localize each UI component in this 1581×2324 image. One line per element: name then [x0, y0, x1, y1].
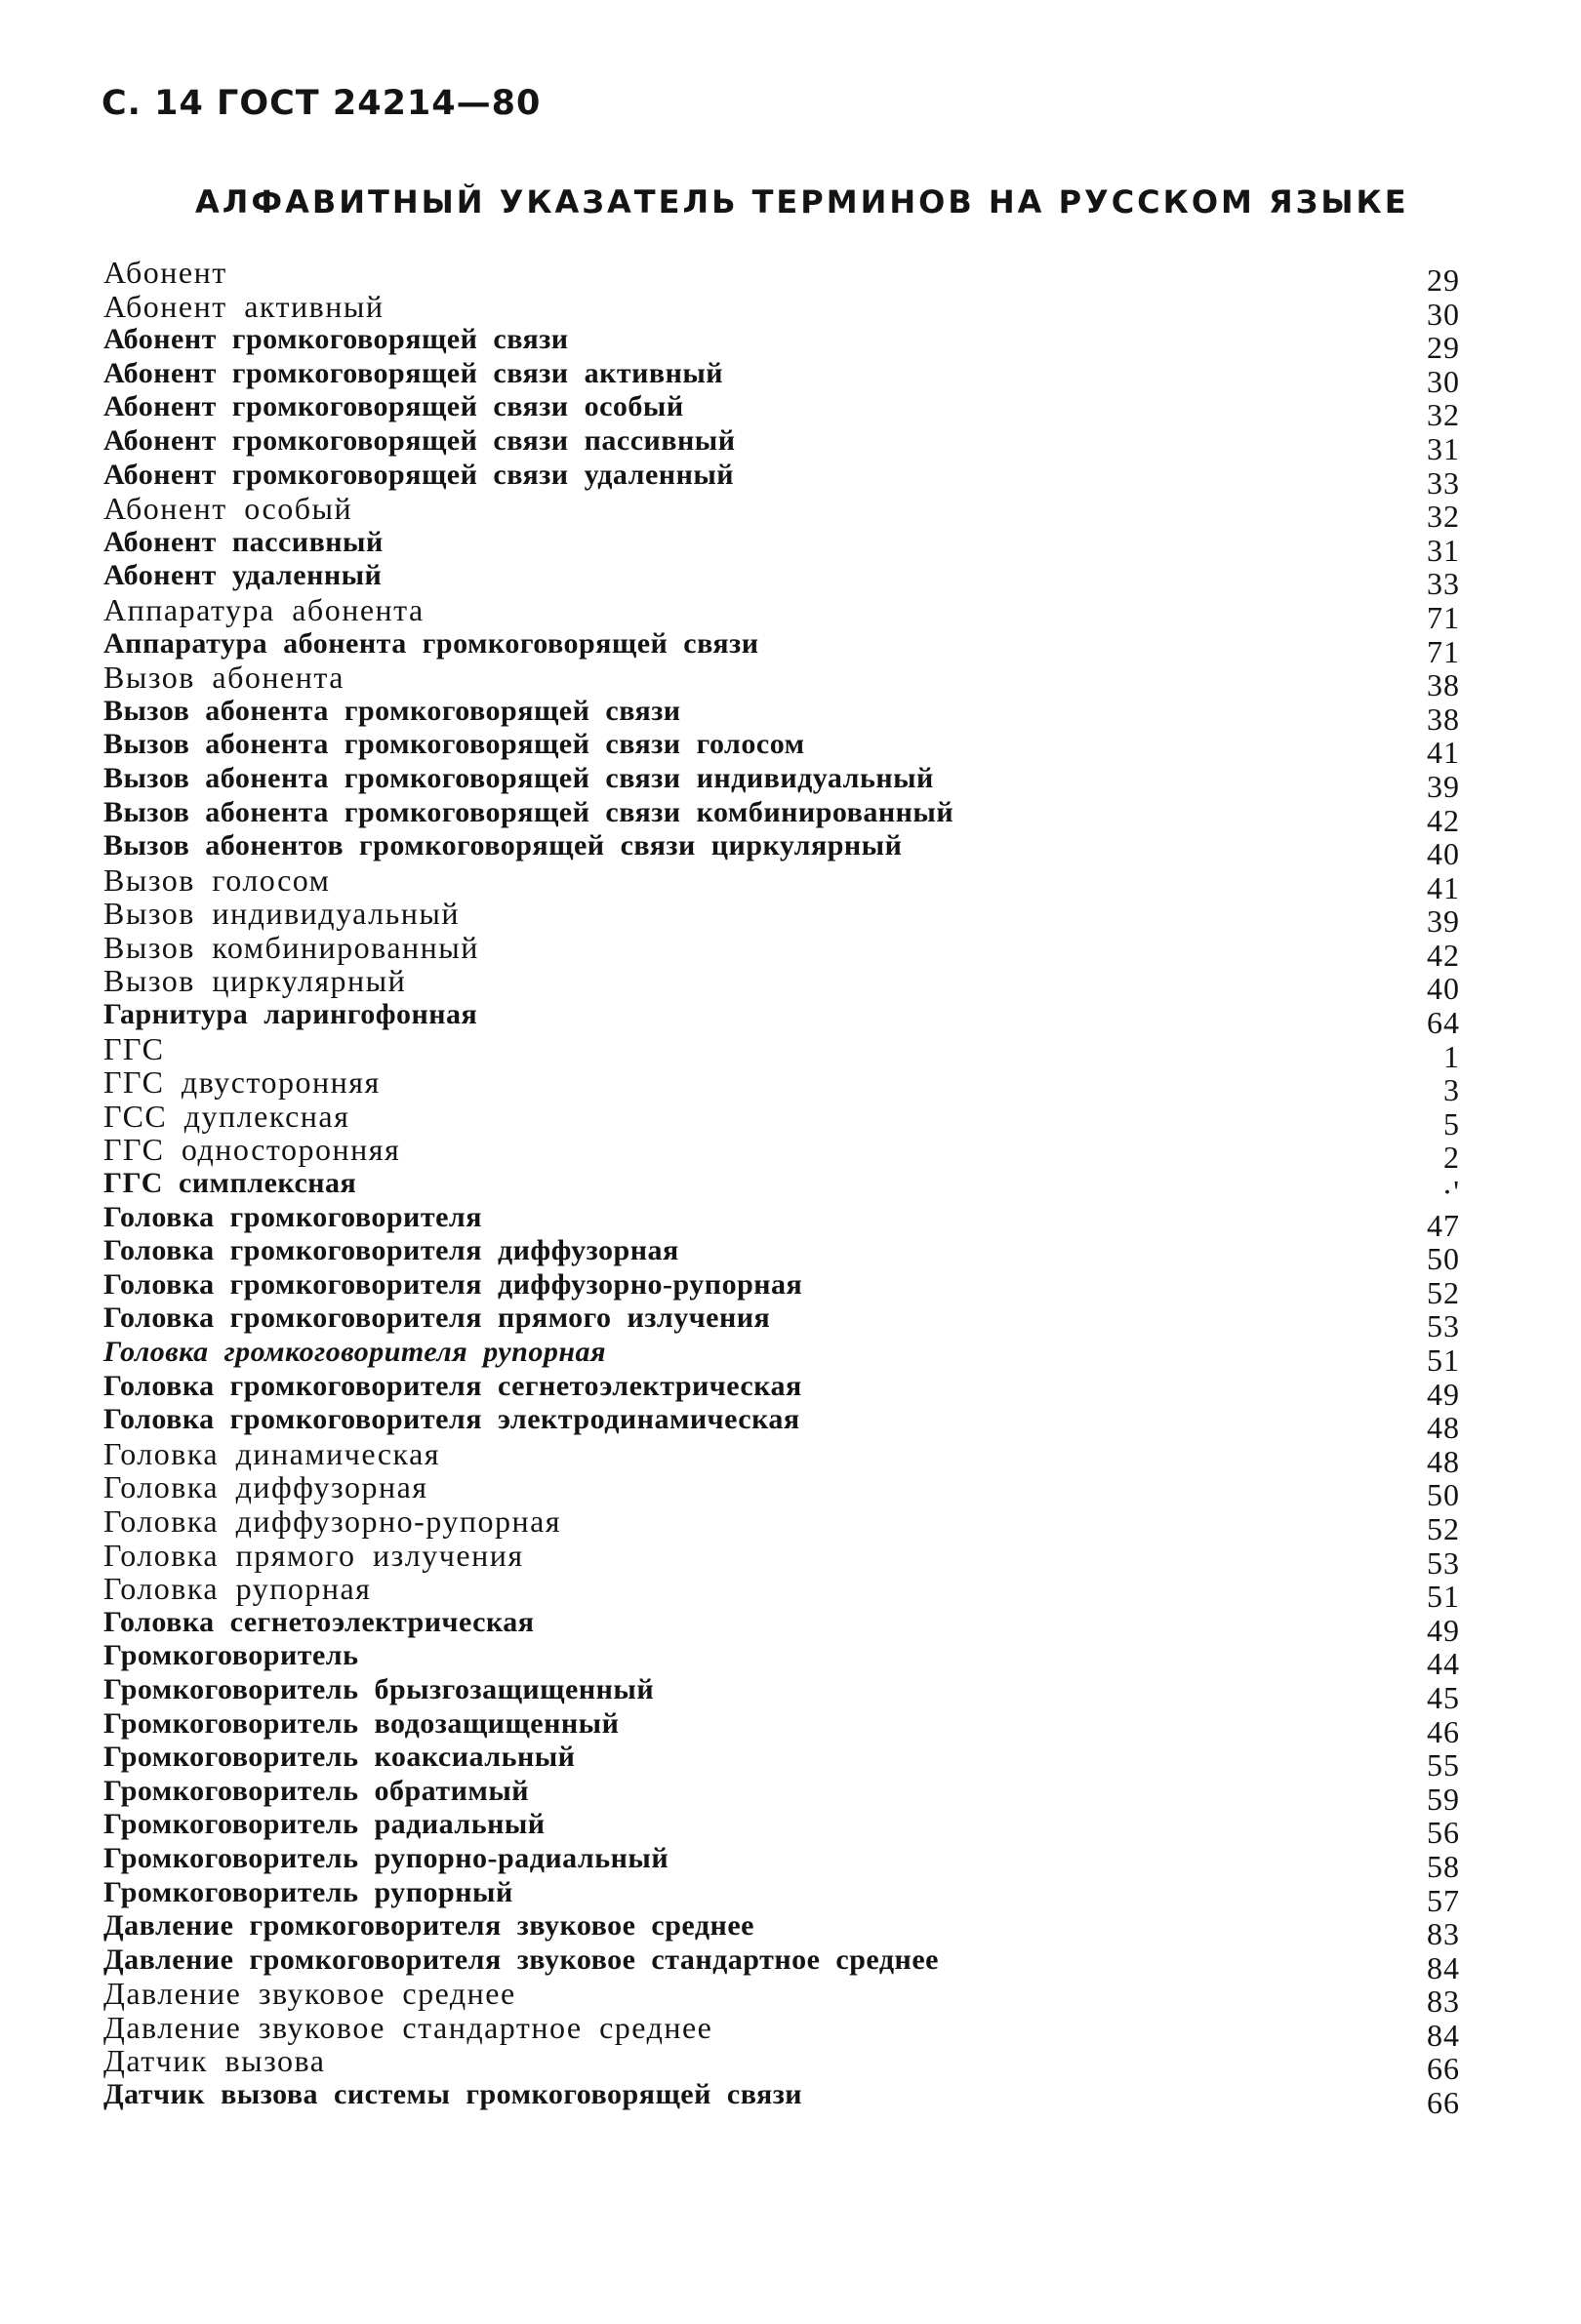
index-entry — [103, 1537, 1460, 1581]
index-entry — [103, 1132, 1460, 1176]
index-page-number: 83 — [1427, 1983, 1460, 2020]
index-entry — [103, 2043, 1460, 2087]
index-page-number: 42 — [1427, 937, 1460, 973]
index-entry — [103, 963, 1460, 1007]
index-page-number: 59 — [1427, 1781, 1460, 1817]
index-entry — [103, 1469, 1460, 1513]
index-page-number: 66 — [1427, 2051, 1460, 2087]
index-page-number: 57 — [1427, 1882, 1460, 1918]
index-page-number: 42 — [1427, 802, 1460, 838]
index-entry — [103, 1030, 1460, 1074]
index-page-number: 45 — [1427, 1679, 1460, 1715]
index-entry — [103, 323, 1460, 366]
index-page-number: 83 — [1427, 1916, 1460, 1952]
index-entry — [103, 1639, 1460, 1682]
index-term: Головка громкоговорителя — [103, 1200, 482, 1233]
index-page-number: 44 — [1427, 1646, 1460, 1682]
index-entry — [103, 728, 1460, 771]
index-term: Абонент — [103, 255, 227, 290]
index-term: Головка громкоговорителя сегнетоэлектрическая — [103, 1369, 802, 1402]
index-entry — [103, 2009, 1460, 2053]
index-entry — [103, 829, 1460, 872]
index-entry — [103, 255, 1460, 298]
index-entry — [103, 356, 1460, 399]
page-title: АЛФАВИТНЫЙ УКАЗАТЕЛЬ ТЕРМИНОВ НА РУССКОМ ЯЗЫКЕ — [195, 183, 1409, 220]
index-page-number: 29 — [1427, 262, 1460, 298]
index-term: Датчик вызова системы громкоговорящей связи — [103, 2078, 803, 2111]
index-page-number: 31 — [1427, 430, 1460, 466]
index-term: Головка сегнетоэлектрическая — [103, 1605, 535, 1638]
index-entry — [103, 2078, 1460, 2121]
index-page-number: 41 — [1427, 869, 1460, 905]
index-page-number: 66 — [1427, 2085, 1460, 2121]
index-entry — [103, 1098, 1460, 1142]
index-page-number: 64 — [1427, 1005, 1460, 1041]
index-entry — [103, 390, 1460, 433]
index-term: Абонент громкоговорящей связи пассивный — [103, 423, 736, 457]
index-page-number: 71 — [1427, 599, 1460, 635]
index-term: ГГС двусторонняя — [103, 1064, 381, 1101]
index-entry — [103, 1503, 1460, 1546]
index-entry — [103, 1706, 1460, 1749]
index-term: ГГС односторонняя — [103, 1132, 401, 1168]
index-entry — [103, 1875, 1460, 1918]
index-term: Головка динамическая — [103, 1435, 440, 1471]
index-entry — [103, 1976, 1460, 2020]
index-term: Громкоговоритель рупорный — [103, 1875, 513, 1908]
index-term: Головка громкоговорителя диффузорно-рупорная — [103, 1267, 803, 1301]
index-term: Вызов циркулярный — [103, 963, 407, 999]
index-term: Давление громкоговорителя звуковое среднее — [103, 1909, 754, 1943]
index-term: Громкоговоритель коаксиальный — [103, 1741, 576, 1774]
index-page-number: 51 — [1427, 1579, 1460, 1615]
index-term: Абонент громкоговорящей связи особый — [103, 390, 684, 423]
index-term: Громкоговоритель водозащищенный — [103, 1706, 620, 1740]
index-page-number: 30 — [1427, 296, 1460, 332]
index-page-number: 71 — [1427, 633, 1460, 669]
index-page-number: 84 — [1427, 2017, 1460, 2053]
index-page-number: 32 — [1427, 499, 1460, 535]
index-page-number: 53 — [1427, 1544, 1460, 1581]
index-page-number: 51 — [1427, 1342, 1460, 1378]
index-page-number: 33 — [1427, 566, 1460, 602]
index-entry — [103, 288, 1460, 332]
index-term: Головка громкоговорителя прямого излучения — [103, 1302, 771, 1335]
index-page-number: 1 — [1443, 1038, 1460, 1074]
index-entry — [103, 1605, 1460, 1648]
index-entry — [103, 929, 1460, 973]
index-entry — [103, 1943, 1460, 1985]
index-entry — [103, 1435, 1460, 1479]
index-entry — [103, 1909, 1460, 1952]
index-page-number: 50 — [1427, 1477, 1460, 1513]
index-page-number: 41 — [1427, 735, 1460, 771]
index-page-number: 47 — [1427, 1207, 1460, 1243]
index-page-number: 49 — [1427, 1376, 1460, 1412]
index-page-number: 56 — [1427, 1815, 1460, 1851]
index-entry — [103, 795, 1460, 838]
index-page-number: 48 — [1427, 1410, 1460, 1446]
index-entry — [103, 694, 1460, 737]
index-entry — [103, 1403, 1460, 1446]
index-page-number: 39 — [1427, 903, 1460, 940]
index-entry — [103, 559, 1460, 602]
index-term: Громкоговоритель рупорно-радиальный — [103, 1841, 669, 1874]
index-term: Головка прямого излучения — [103, 1537, 524, 1573]
index-page-number: 46 — [1427, 1713, 1460, 1749]
index-term: Вызов абонента — [103, 660, 345, 696]
index-page-number: 30 — [1427, 363, 1460, 399]
index-term: Головка рупорная — [103, 1571, 372, 1607]
index-entry — [103, 1064, 1460, 1108]
index-page-number: 52 — [1427, 1274, 1460, 1310]
index-page-number: 29 — [1427, 330, 1460, 366]
index-page-number: 39 — [1427, 768, 1460, 804]
index-page-number: 49 — [1427, 1612, 1460, 1648]
index-page-number: 3 — [1443, 1072, 1460, 1108]
index-term: Абонент громкоговорящей связи удаленный — [103, 458, 735, 491]
index-entry — [103, 491, 1460, 535]
index-entry — [103, 1571, 1460, 1615]
index-entry — [103, 626, 1460, 669]
index-term: Абонент громкоговорящей связи активный — [103, 356, 724, 389]
index-entry — [103, 1672, 1460, 1715]
index-page-number: 32 — [1427, 397, 1460, 433]
index-page-number: 38 — [1427, 701, 1460, 737]
index-entry — [103, 1267, 1460, 1310]
index-term: Головка громкоговорителя электродинамическая — [103, 1403, 800, 1436]
index-term: Датчик вызова — [103, 2043, 326, 2079]
index-entry — [103, 1369, 1460, 1412]
index-term: Вызов абонента громкоговорящей связи — [103, 694, 681, 727]
index-term: Головка громкоговорителя рупорная — [103, 1336, 606, 1368]
index-term: ГГС симплексная — [103, 1167, 357, 1200]
index-term: Громкоговоритель обратимый — [103, 1774, 530, 1807]
index-entry — [103, 1167, 1460, 1210]
index-entry — [103, 896, 1460, 940]
index-term: Вызов абонентов громкоговорящей связи циркулярный — [103, 829, 903, 862]
index-term: Вызов абонента громкоговорящей связи голосом — [103, 728, 805, 761]
index-page-number: 58 — [1427, 1848, 1460, 1884]
index-page-number: 31 — [1427, 532, 1460, 568]
index-entry — [103, 1200, 1460, 1243]
index-term: Головка диффузорная — [103, 1469, 428, 1505]
index-term: Давление звуковое среднее — [103, 1976, 516, 2012]
index-entry — [103, 1336, 1460, 1378]
index-term: Вызов комбинированный — [103, 929, 479, 965]
term-index — [103, 255, 1460, 2121]
index-term: Громкоговоритель радиальный — [103, 1808, 546, 1841]
index-page-number: 55 — [1427, 1747, 1460, 1783]
index-page-number: 50 — [1427, 1241, 1460, 1277]
index-entry — [103, 458, 1460, 501]
index-entry — [103, 1234, 1460, 1277]
index-term: Громкоговоритель брызгозащищенный — [103, 1672, 655, 1705]
index-term: Абонент пассивный — [103, 525, 384, 558]
index-term: ГГС — [103, 1030, 165, 1066]
index-entry — [103, 761, 1460, 804]
index-term: Вызов абонента громкоговорящей связи комбинированный — [103, 795, 954, 828]
index-term: Головка громкоговорителя диффузорная — [103, 1234, 679, 1267]
index-term: Вызов абонента громкоговорящей связи индивидуальный — [103, 761, 934, 794]
index-term: Головка диффузорно-рупорная — [103, 1503, 561, 1539]
index-entry — [103, 1302, 1460, 1344]
index-term: Аппаратура абонента громкоговорящей связи — [103, 626, 759, 660]
index-page-number: 53 — [1427, 1308, 1460, 1344]
index-entry — [103, 591, 1460, 635]
index-page-number: 84 — [1427, 1949, 1460, 1985]
index-term: Громкоговоритель — [103, 1639, 359, 1672]
index-entry — [103, 1774, 1460, 1817]
index-entry — [103, 1741, 1460, 1783]
index-page-number: ·' — [1441, 1174, 1460, 1210]
index-term: Вызов индивидуальный — [103, 896, 460, 932]
index-term: Абонент удаленный — [103, 559, 383, 592]
index-page-number: 2 — [1443, 1140, 1460, 1176]
index-page-number: 40 — [1427, 836, 1460, 872]
index-entry — [103, 660, 1460, 703]
index-page-number: 48 — [1427, 1443, 1460, 1479]
index-term: Абонент громкоговорящей связи — [103, 323, 569, 356]
page-header: С. 14 ГОСТ 24214—80 — [101, 84, 542, 123]
index-page-number: 52 — [1427, 1510, 1460, 1546]
index-page-number: 33 — [1427, 464, 1460, 501]
index-term: Абонент особый — [103, 491, 353, 527]
index-entry — [103, 1841, 1460, 1884]
index-term: ГСС дуплексная — [103, 1098, 350, 1134]
index-entry — [103, 1808, 1460, 1851]
index-page-number: 40 — [1427, 971, 1460, 1007]
index-entry — [103, 423, 1460, 466]
index-entry — [103, 861, 1460, 905]
index-page-number: 38 — [1427, 667, 1460, 703]
index-entry — [103, 525, 1460, 568]
index-term: Гарнитура ларингофонная — [103, 998, 478, 1031]
index-term: Аппаратура абонента — [103, 591, 425, 627]
index-term: Давление громкоговорителя звуковое стандартное среднее — [103, 1943, 939, 1976]
index-entry — [103, 998, 1460, 1041]
index-term: Вызов голосом — [103, 861, 331, 898]
index-term: Давление звуковое стандартное среднее — [103, 2009, 713, 2045]
index-term: Абонент активный — [103, 288, 385, 324]
index-page-number: 5 — [1443, 1105, 1460, 1142]
